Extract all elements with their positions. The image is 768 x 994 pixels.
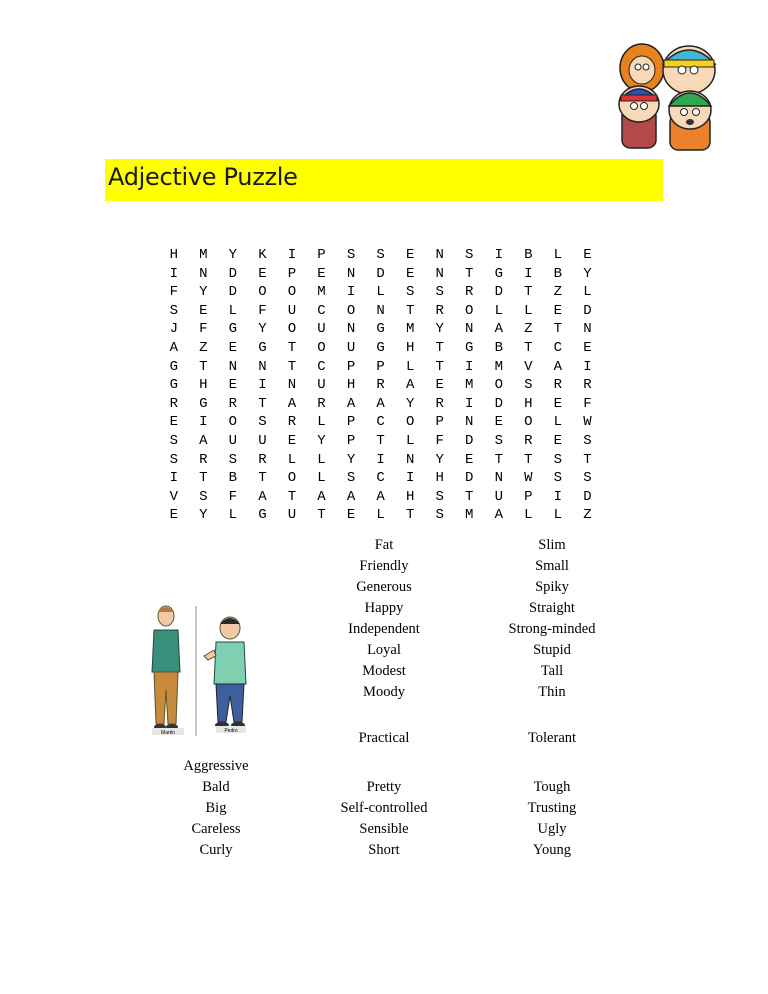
grid-letter: D	[583, 488, 592, 505]
grid-letter: P	[376, 358, 385, 375]
grid-letter: Y	[435, 321, 444, 338]
grid-letter: M	[199, 247, 208, 263]
grid-letter: E	[199, 302, 208, 319]
word-item: Spiky	[535, 579, 569, 595]
grid-letter: P	[287, 265, 297, 282]
grid-letter: N	[583, 321, 592, 338]
grid-letter: O	[287, 284, 297, 301]
grid-letter: B	[524, 247, 533, 263]
grid-letter: O	[228, 414, 238, 431]
grid-letter: A	[199, 432, 208, 449]
grid-letter: Y	[405, 395, 415, 412]
grid-letter: S	[228, 451, 238, 468]
grid-letter: H	[405, 339, 415, 356]
grid-letter: N	[346, 321, 356, 338]
grid-letter: F	[583, 395, 592, 412]
word-item: Stupid	[533, 642, 571, 658]
grid-letter: G	[494, 265, 503, 282]
grid-letter: E	[465, 451, 474, 468]
grid-letter: S	[435, 284, 444, 301]
grid-letter: E	[317, 265, 326, 282]
word-item: Trusting	[527, 800, 577, 816]
grid-letter: I	[494, 247, 503, 263]
word-item: Self-controlled	[340, 800, 428, 816]
grid-letter: D	[228, 284, 238, 301]
grid-letter: U	[317, 321, 326, 338]
grid-letter: T	[583, 451, 592, 468]
grid-letter: S	[169, 451, 178, 468]
grid-letter: L	[405, 432, 415, 449]
grid-letter: A	[494, 321, 503, 338]
grid-letter: L	[494, 302, 503, 319]
grid-letter: T	[258, 470, 267, 487]
grid-letter: U	[287, 507, 297, 524]
grid-letter: N	[435, 247, 444, 263]
grid-letter: S	[405, 284, 415, 301]
grid-letter: R	[376, 377, 385, 394]
grid-letter: H	[435, 470, 444, 487]
grid-letter: N	[376, 302, 385, 319]
word-item: Independent	[348, 621, 420, 637]
word-item: Aggressive	[183, 758, 249, 774]
grid-letter: Y	[435, 451, 444, 468]
grid-letter: R	[583, 377, 592, 394]
grid-letter: B	[228, 470, 238, 487]
grid-letter: L	[553, 507, 563, 524]
word-item: Loyal	[367, 642, 401, 658]
grid-letter: M	[465, 507, 474, 524]
grid-letter: E	[287, 432, 297, 449]
grid-letter: V	[169, 488, 178, 505]
grid-row	[159, 265, 602, 284]
grid-letter: D	[376, 265, 385, 282]
grid-letter: N	[405, 451, 415, 468]
grid-letter: L	[317, 414, 326, 431]
grid-row	[159, 506, 602, 525]
word-list-right-top	[477, 535, 627, 703]
grid-letter: T	[435, 358, 444, 375]
grid-letter: T	[376, 432, 385, 449]
grid-letter: S	[435, 507, 444, 524]
grid-letter: A	[405, 377, 415, 394]
grid-letter: G	[169, 377, 178, 394]
grid-letter: E	[583, 339, 592, 356]
grid-letter: C	[317, 302, 326, 319]
grid-letter: N	[435, 265, 444, 282]
grid-letter: T	[258, 395, 267, 412]
grid-letter: S	[376, 247, 385, 263]
grid-letter: O	[287, 321, 297, 338]
word-item: Careless	[191, 821, 241, 837]
word-item: Tough	[533, 779, 571, 795]
grid-letter: S	[524, 377, 533, 394]
grid-letter: H	[199, 377, 208, 394]
grid-letter: U	[228, 432, 238, 449]
word-item: Big	[205, 800, 227, 816]
grid-letter: H	[346, 377, 356, 394]
two-people-illustration	[138, 600, 263, 740]
grid-letter: R	[553, 377, 563, 394]
grid-letter: I	[169, 265, 178, 282]
grid-letter: G	[376, 339, 385, 356]
grid-letter: E	[169, 507, 178, 524]
word-item: Bald	[202, 779, 230, 795]
grid-letter: L	[376, 507, 385, 524]
grid-letter: A	[287, 395, 297, 412]
grid-letter: E	[258, 265, 267, 282]
grid-letter: I	[465, 358, 474, 375]
grid-letter: S	[258, 414, 267, 431]
grid-letter: I	[346, 284, 356, 301]
grid-letter: T	[435, 339, 444, 356]
grid-letter: E	[228, 377, 238, 394]
grid-row	[159, 395, 602, 414]
grid-letter: S	[583, 470, 592, 487]
grid-letter: E	[346, 507, 356, 524]
grid-letter: T	[465, 488, 474, 505]
grid-letter: T	[199, 470, 208, 487]
grid-letter: F	[169, 284, 178, 301]
grid-row	[159, 358, 602, 377]
grid-letter: Y	[228, 247, 238, 263]
cartoon-kids-image	[614, 34, 724, 152]
word-list-right-bottom	[477, 777, 627, 861]
grid-letter: N	[258, 358, 267, 375]
grid-letter: A	[258, 488, 267, 505]
grid-letter: R	[435, 302, 444, 319]
grid-row	[159, 302, 602, 321]
grid-letter: S	[553, 470, 563, 487]
grid-letter: Y	[583, 265, 592, 282]
grid-letter: L	[553, 247, 563, 263]
grid-letter: S	[169, 302, 178, 319]
grid-row	[159, 320, 602, 339]
word-item: Thin	[538, 684, 566, 700]
grid-letter: E	[553, 432, 563, 449]
word-item: Generous	[356, 579, 412, 595]
grid-letter: W	[524, 470, 533, 487]
grid-letter: L	[553, 414, 563, 431]
grid-letter: M	[405, 321, 415, 338]
grid-letter: Z	[553, 284, 563, 301]
grid-letter: U	[346, 339, 356, 356]
grid-letter: S	[465, 247, 474, 263]
grid-letter: S	[346, 247, 356, 263]
grid-letter: Y	[199, 507, 208, 524]
grid-letter: T	[465, 265, 474, 282]
grid-letter: Y	[199, 284, 208, 301]
grid-letter: U	[317, 377, 326, 394]
grid-letter: T	[287, 488, 297, 505]
grid-letter: R	[169, 395, 178, 412]
grid-row	[159, 469, 602, 488]
grid-letter: G	[258, 339, 267, 356]
word-item: Short	[368, 842, 400, 858]
word-item: Strong-minded	[508, 621, 596, 637]
grid-letter: O	[465, 302, 474, 319]
grid-letter: C	[376, 470, 385, 487]
grid-letter: L	[376, 284, 385, 301]
grid-letter: E	[228, 339, 238, 356]
grid-row	[159, 413, 602, 432]
grid-letter: A	[346, 488, 356, 505]
grid-row	[159, 339, 602, 358]
grid-letter: O	[258, 284, 267, 301]
grid-letter: E	[405, 265, 415, 282]
grid-letter: M	[317, 284, 326, 301]
grid-letter: F	[228, 488, 238, 505]
grid-letter: D	[494, 395, 503, 412]
grid-letter: R	[287, 414, 297, 431]
grid-letter: O	[287, 470, 297, 487]
grid-letter: L	[405, 358, 415, 375]
grid-letter: V	[524, 358, 533, 375]
grid-letter: P	[524, 488, 533, 505]
grid-letter: D	[465, 432, 474, 449]
grid-letter: G	[465, 339, 474, 356]
grid-letter: E	[553, 302, 563, 319]
grid-letter: E	[405, 247, 415, 263]
grid-letter: T	[287, 339, 297, 356]
grid-letter: R	[435, 395, 444, 412]
grid-letter: I	[465, 395, 474, 412]
grid-letter: M	[494, 358, 503, 375]
grid-letter: E	[553, 395, 563, 412]
grid-row	[159, 376, 602, 395]
grid-letter: T	[553, 321, 563, 338]
grid-letter: W	[583, 414, 592, 431]
word-item: Happy	[364, 600, 404, 616]
word-item: Small	[535, 558, 569, 574]
grid-letter: H	[524, 395, 533, 412]
grid-letter: G	[228, 321, 238, 338]
grid-letter: C	[553, 339, 563, 356]
grid-letter: R	[199, 451, 208, 468]
grid-letter: I	[524, 265, 533, 282]
grid-letter: E	[169, 414, 178, 431]
word-item: Modest	[362, 663, 406, 679]
grid-letter: I	[199, 414, 208, 431]
grid-letter: I	[583, 358, 592, 375]
word-item: Tall	[540, 663, 564, 679]
grid-letter: R	[524, 432, 533, 449]
grid-letter: O	[524, 414, 533, 431]
grid-letter: R	[317, 395, 326, 412]
grid-letter: T	[405, 302, 415, 319]
word-item: Young	[532, 842, 572, 858]
grid-letter: C	[376, 414, 385, 431]
word-search-grid	[159, 246, 602, 525]
grid-letter: I	[169, 470, 178, 487]
grid-letter: D	[228, 265, 238, 282]
grid-letter: G	[258, 507, 267, 524]
grid-letter: T	[287, 358, 297, 375]
grid-letter: K	[258, 247, 267, 263]
pedro-label: Pedro	[224, 728, 238, 734]
grid-letter: Y	[346, 451, 356, 468]
grid-letter: Y	[258, 321, 267, 338]
grid-letter: T	[524, 339, 533, 356]
grid-letter: D	[494, 284, 503, 301]
word-list-left	[141, 756, 291, 861]
grid-letter: Z	[524, 321, 533, 338]
word-item: Slim	[538, 537, 566, 553]
grid-letter: Y	[317, 432, 326, 449]
grid-row	[159, 246, 602, 265]
grid-letter: I	[376, 451, 385, 468]
grid-letter: F	[199, 321, 208, 338]
grid-letter: P	[346, 432, 356, 449]
word-list-middle-bottom	[309, 777, 459, 861]
grid-letter: I	[287, 247, 297, 263]
grid-letter: D	[583, 302, 592, 319]
grid-letter: N	[465, 414, 474, 431]
grid-letter: B	[494, 339, 503, 356]
grid-letter: R	[258, 451, 267, 468]
grid-letter: A	[317, 488, 326, 505]
grid-letter: L	[583, 284, 592, 301]
grid-letter: Z	[583, 507, 592, 524]
grid-letter: L	[287, 451, 297, 468]
grid-letter: O	[317, 339, 326, 356]
grid-letter: U	[494, 488, 503, 505]
grid-row	[159, 432, 602, 451]
word-item: Curly	[199, 842, 233, 858]
grid-letter: T	[524, 284, 533, 301]
grid-letter: T	[199, 358, 208, 375]
grid-letter: T	[405, 507, 415, 524]
grid-letter: E	[435, 377, 444, 394]
title-highlight-bar	[105, 159, 663, 201]
word-item: Pretty	[366, 779, 402, 795]
grid-letter: A	[346, 395, 356, 412]
grid-letter: E	[494, 414, 503, 431]
grid-letter: U	[258, 432, 267, 449]
grid-letter: G	[199, 395, 208, 412]
word-item: Sensible	[359, 821, 409, 837]
grid-letter: N	[199, 265, 208, 282]
grid-row	[159, 283, 602, 302]
grid-letter: F	[258, 302, 267, 319]
grid-letter: S	[346, 470, 356, 487]
grid-letter: L	[524, 507, 533, 524]
grid-letter: P	[346, 414, 356, 431]
grid-letter: S	[583, 432, 592, 449]
grid-letter: O	[494, 377, 503, 394]
grid-letter: P	[435, 414, 444, 431]
grid-letter: A	[553, 358, 563, 375]
grid-letter: A	[494, 507, 503, 524]
grid-letter: S	[169, 432, 178, 449]
grid-letter: G	[169, 358, 178, 375]
grid-letter: F	[435, 432, 444, 449]
grid-letter: A	[376, 395, 385, 412]
grid-letter: C	[317, 358, 326, 375]
grid-letter: N	[287, 377, 297, 394]
grid-letter: B	[553, 265, 563, 282]
grid-letter: I	[258, 377, 267, 394]
grid-letter: O	[405, 414, 415, 431]
grid-letter: S	[435, 488, 444, 505]
grid-letter: Z	[199, 339, 208, 356]
word-tolerant: Tolerant	[527, 730, 577, 746]
word-practical: Practical	[358, 730, 410, 746]
grid-letter: L	[228, 507, 238, 524]
grid-letter: S	[494, 432, 503, 449]
grid-letter: S	[199, 488, 208, 505]
grid-letter: L	[317, 451, 326, 468]
grid-letter: G	[376, 321, 385, 338]
grid-letter: E	[583, 247, 592, 263]
grid-letter: A	[169, 339, 178, 356]
grid-letter: H	[405, 488, 415, 505]
grid-row	[159, 488, 602, 507]
grid-row	[159, 451, 602, 470]
grid-letter: I	[553, 488, 563, 505]
grid-letter: L	[317, 470, 326, 487]
grid-letter: S	[553, 451, 563, 468]
grid-letter: I	[405, 470, 415, 487]
grid-letter: P	[346, 358, 356, 375]
grid-letter: L	[228, 302, 238, 319]
grid-letter: O	[346, 302, 356, 319]
puzzle-title: Adjective Puzzle	[108, 163, 298, 191]
grid-letter: T	[317, 507, 326, 524]
grid-letter: R	[228, 395, 238, 412]
martin-label: Martin	[161, 730, 175, 736]
grid-letter: N	[346, 265, 356, 282]
word-item: Straight	[529, 600, 575, 616]
grid-letter: N	[228, 358, 238, 375]
grid-letter: P	[317, 247, 326, 263]
grid-letter: N	[465, 321, 474, 338]
grid-letter: T	[524, 451, 533, 468]
word-item: Moody	[363, 684, 405, 700]
word-item: Friendly	[359, 558, 409, 574]
word-item: Ugly	[537, 821, 567, 837]
grid-letter: L	[524, 302, 533, 319]
word-item: Fat	[374, 537, 394, 553]
grid-letter: H	[169, 247, 178, 263]
grid-letter: R	[465, 284, 474, 301]
grid-letter: D	[465, 470, 474, 487]
grid-letter: U	[287, 302, 297, 319]
grid-letter: A	[376, 488, 385, 505]
grid-letter: M	[465, 377, 474, 394]
grid-letter: T	[494, 451, 503, 468]
grid-letter: J	[169, 321, 178, 338]
word-list-middle-top	[309, 535, 459, 703]
grid-letter: N	[494, 470, 503, 487]
